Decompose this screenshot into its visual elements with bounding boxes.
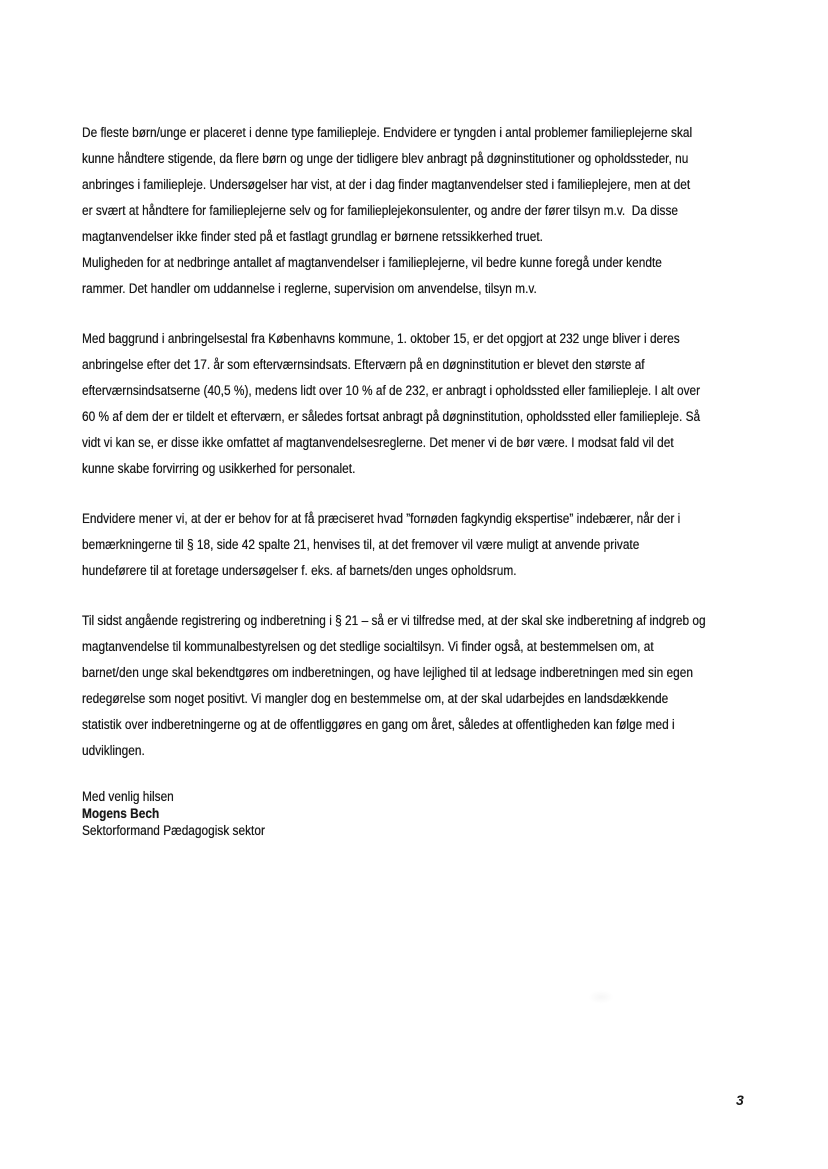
text-line: Endvidere mener vi, at der er behov for at få præciseret hvad ”fornøden fagkyndig ekspertise” indebærer, når der i — [82, 511, 681, 526]
page-number: 3 — [736, 1092, 744, 1108]
paragraphs-container — [82, 120, 768, 764]
scan-artifact — [588, 990, 614, 1004]
text-line: magtanvendelser ikke finder sted på et fastlagt grundlag er børnene retssikkerhed truet. — [82, 229, 543, 244]
signature-block — [82, 788, 768, 839]
text-line: efterværnsindsatserne (40,5 %), medens lidt over 10 % af de 232, er anbragt i opholdssted eller familiepleje. I alt over — [82, 383, 701, 398]
text-line: Med baggrund i anbringelsestal fra Københavns kommune, 1. oktober 15, er det opgjort at 232 unge bliver i deres — [82, 331, 680, 346]
text-line: redegørelse som noget positivt. Vi mangler dog en bestemmelse om, at der skal udarbejdes en landsdækkende — [82, 691, 669, 706]
text-line: udviklingen. — [82, 743, 145, 758]
signature-title: Sektorformand Pædagogisk sektor — [82, 823, 265, 838]
text-line: barnet/den unge skal bekendtgøres om indberetningen, og have lejlighed til at ledsage indberetningen med sin egen — [82, 665, 693, 680]
text-line: anbringelse efter det 17. år som efterværnsindsats. Efterværn på en døgninstitution er blevet den største af — [82, 357, 645, 372]
text-line: Til sidst angående registrering og indberetning i § 21 – så er vi tilfredse med, at der skal ske indberetning af indgreb og — [82, 613, 706, 628]
text-line: kunne skabe forvirring og usikkerhed for personalet. — [82, 461, 356, 476]
text-line: 60 % af dem der er tildelt et efterværn, er således fortsat anbragt på døgninstitution, opholdssted eller familiepleje. Så — [82, 409, 701, 424]
paragraph — [82, 120, 768, 302]
paragraph — [82, 608, 768, 764]
text-line: bemærkningerne til § 18, side 42 spalte 21, henvises til, at det fremover vil være muligt at anvende private — [82, 537, 640, 552]
text-line: er svært at håndtere for familieplejerne selv og for familieplejekonsulenter, og andre der fører tilsyn m.v. Da disse — [82, 203, 679, 218]
text-line: Muligheden for at nedbringe antallet af magtanvendelser i familieplejerne, vil bedre kunne foregå under kendte — [82, 255, 662, 270]
text-line: kunne håndtere stigende, da flere børn og unge der tidligere blev anbragt på døgninstitutioner og opholdssteder, nu — [82, 151, 689, 166]
document-body — [82, 120, 768, 863]
text-line: magtanvendelse til kommunalbestyrelsen og det stedlige socialtilsyn. Vi finder også, at bestemmelsen om, at — [82, 639, 654, 654]
paragraph — [82, 326, 768, 482]
signature-greeting: Med venlig hilsen — [82, 789, 174, 804]
signature-name: Mogens Bech — [82, 806, 160, 821]
text-line: rammer. Det handler om uddannelse i reglerne, supervision om anvendelse, tilsyn m.v. — [82, 281, 537, 296]
text-line: De fleste børn/unge er placeret i denne type familiepleje. Endvidere er tyngden i antal problemer familieplejerne skal — [82, 125, 693, 140]
text-line: hundeførere til at foretage undersøgelser f. eks. af barnets/den unges opholdsrum. — [82, 563, 517, 578]
text-line: anbringes i familiepleje. Undersøgelser har vist, at der i dag finder magtanvendelser sted i familieplejere, men at det — [82, 177, 691, 192]
text-line: vidt vi kan se, er disse ikke omfattet af magtanvendelsesreglerne. Det mener vi de bør være. I modsat fald vil det — [82, 435, 674, 450]
text-line: statistik over indberetningerne og at de offentliggøres en gang om året, således at offentligheden kan følge med i — [82, 717, 675, 732]
paragraph — [82, 506, 768, 584]
